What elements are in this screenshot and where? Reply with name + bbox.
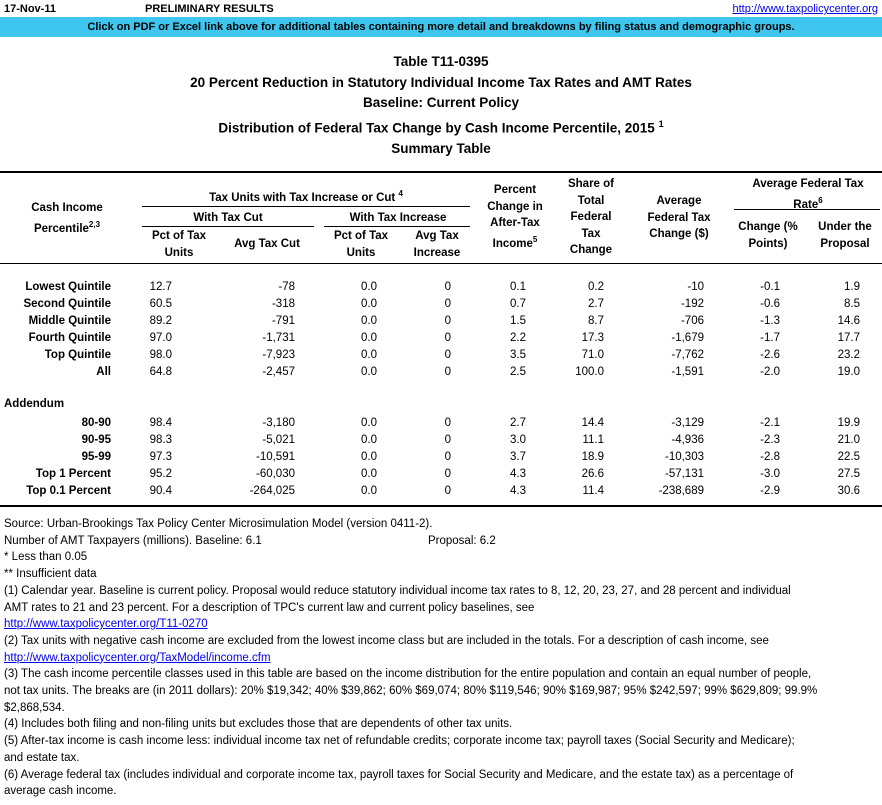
rate-change-points: -2.0: [760, 366, 780, 378]
avg-tax-cut: -264,025: [249, 485, 295, 497]
col-avg-tax-cut: Avg Tax Cut: [234, 238, 300, 250]
share-tax-change: 14.4: [581, 417, 604, 429]
table-row: [0, 432, 882, 449]
table-row: [0, 296, 882, 313]
avg-fed-tax-change: -706: [680, 315, 704, 327]
share-tax-change: 8.7: [588, 315, 604, 327]
note-3: (3) The cash income percentile classes used in this table are based on the income distribution for the entire population and contain an equal number of people,: [4, 668, 812, 681]
avg-tax-increase: 0: [444, 451, 451, 463]
row-label: Top 1 Percent: [35, 468, 111, 480]
report-date: 17-Nov-11: [4, 3, 56, 15]
baseline-link[interactable]: http://www.taxpolicycenter.org/T11-0270: [4, 618, 208, 631]
rate-change-points: -1.7: [760, 332, 780, 344]
pct-units-increase: 0.0: [361, 281, 377, 293]
pct-units-cut: 97.3: [149, 451, 172, 463]
col-pct-units-increase: Pct of Tax Units: [333, 230, 389, 259]
rate-under-proposal: 19.0: [837, 366, 860, 378]
pct-units-cut: 98.3: [149, 434, 172, 446]
note-3-end: $2,868,534.: [4, 701, 65, 714]
status-label: PRELIMINARY RESULTS: [145, 3, 274, 15]
pct-change-income: 4.3: [510, 468, 526, 480]
table-row: [0, 313, 882, 330]
row-label: 95-99: [81, 451, 111, 463]
table-row: [0, 347, 882, 364]
avg-fed-tax-change: -3,129: [671, 417, 704, 429]
pct-units-cut: 98.0: [149, 349, 172, 361]
avg-fed-tax-change: -192: [680, 298, 704, 310]
avg-tax-increase: 0: [444, 434, 451, 446]
avg-tax-cut: -78: [278, 281, 295, 293]
avg-fed-tax-change: -7,762: [671, 349, 704, 361]
rate-under-proposal: 23.2: [837, 349, 860, 361]
pct-change-income: 4.3: [510, 485, 526, 497]
note-4: (4) Includes both filing and non-filing units but excludes those that are dependents of other tax units.: [4, 718, 513, 731]
share-tax-change: 18.9: [581, 451, 604, 463]
col-with-tax-cut: With Tax Cut: [193, 212, 263, 224]
table-titles: [0, 52, 882, 159]
amt-proposal: Proposal: 6.2: [428, 534, 496, 547]
pct-units-cut: 95.2: [149, 468, 172, 480]
table-row: [0, 466, 882, 483]
rate-change-points: -2.3: [760, 434, 780, 446]
baseline-title: Baseline: Current Policy: [362, 95, 520, 110]
pct-units-increase: 0.0: [361, 298, 377, 310]
col-pct-change-income: Percent Change in After-Tax Income$^5$: [487, 184, 543, 250]
rate-change-points: -2.9: [760, 485, 780, 497]
share-tax-change: 26.6: [581, 468, 604, 480]
pct-change-income: 3.5: [510, 349, 526, 361]
pct-change-income: 1.5: [510, 315, 526, 327]
pct-units-cut: 12.7: [149, 281, 172, 293]
title-footnote: 1: [658, 118, 664, 129]
table-row: [0, 330, 882, 347]
col-avg-tax-increase: Avg Tax Increase: [413, 230, 461, 259]
amt-note: Number of AMT Taxpayers (millions). Baseline: 6.1 Proposal: 6.2: [4, 533, 878, 550]
rate-change-points: -2.1: [760, 417, 780, 429]
rate-under-proposal: 1.9: [844, 281, 860, 293]
less-note: * Less than 0.05: [4, 551, 88, 564]
share-tax-change: 2.7: [588, 298, 604, 310]
col-tax-units-group: Tax Units with Tax Increase or Cut $^4$: [209, 189, 403, 204]
avg-fed-tax-change: -238,689: [658, 485, 704, 497]
rate-under-proposal: 19.9: [837, 417, 860, 429]
rate-under-proposal: 17.7: [837, 332, 860, 344]
row-label: Top Quintile: [44, 349, 111, 361]
table-title: 20 Percent Reduction in Statutory Individual Income Tax Rates and AMT Rates: [190, 74, 692, 90]
footnotes: [4, 516, 878, 800]
pct-units-cut: 98.4: [149, 417, 172, 429]
cut-underline: [142, 226, 314, 227]
avg-tax-increase: 0: [444, 417, 451, 429]
summary-title: Summary Table: [391, 140, 491, 156]
pct-change-income: 2.2: [510, 332, 526, 344]
avg-tax-increase: 0: [444, 349, 451, 361]
rate-under-proposal: 30.6: [837, 485, 860, 497]
rate-under-proposal: 27.5: [837, 468, 860, 480]
avg-fed-tax-change: -10,303: [664, 451, 704, 463]
avg-fed-tax-change: -1,679: [671, 332, 704, 344]
row-label: Top 0.1 Percent: [26, 485, 111, 497]
share-tax-change: 11.4: [582, 485, 604, 497]
col-share-tax-change: Share of Total Federal Tax Change: [567, 178, 614, 256]
pct-units-increase: 0.0: [361, 366, 377, 378]
pct-units-increase: 0.0: [361, 332, 377, 344]
col-under-proposal: Under the Proposal: [818, 221, 872, 250]
addendum-label: Addendum: [4, 398, 65, 410]
pct-units-cut: 90.4: [149, 485, 172, 497]
avg-tax-cut: -318: [271, 298, 295, 310]
avg-tax-increase: 0: [444, 468, 451, 480]
pct-units-cut: 97.0: [149, 332, 172, 344]
avg-tax-cut: -5,021: [262, 434, 295, 446]
avg-tax-increase: 0: [444, 298, 451, 310]
note-6: (6) Average federal tax (includes individual and corporate income tax, payroll taxes for Social Security and Medicare, and the estate tax) as a percentage of: [4, 768, 794, 781]
pct-change-income: 2.7: [510, 417, 526, 429]
table-row: [0, 483, 882, 500]
pct-units-increase: 0.0: [361, 468, 377, 480]
pct-change-income: 0.1: [510, 281, 526, 293]
avg-tax-cut: -7,923: [262, 349, 295, 361]
distribution-title: Distribution of Federal Tax Change by Cash Income Percentile, 2015 $^1$: [218, 118, 664, 135]
rate-change-points: -0.6: [760, 298, 780, 310]
avg-tax-cut: -10,591: [255, 451, 295, 463]
row-label: Fourth Quintile: [28, 332, 111, 344]
cash-income-link[interactable]: http://www.taxpolicycenter.org/TaxModel/income.cfm: [4, 651, 271, 664]
row-label: 80-90: [81, 417, 111, 429]
row-label: Middle Quintile: [28, 315, 111, 327]
table-row: [0, 449, 882, 466]
avg-tax-cut: -60,030: [255, 468, 295, 480]
table-row: [0, 364, 882, 381]
col-cash-income: Cash Income Percentile$^{2,3}$: [31, 202, 103, 235]
insufficient-note: ** Insufficient data: [4, 568, 97, 581]
rate-change-points: -1.3: [760, 315, 780, 327]
website-link[interactable]: http://www.taxpolicycenter.org: [732, 3, 878, 15]
note-3-cont: not tax units. The breaks are (in 2011 dollars): 20% $19,342; 40% $39,862; 60% $69,074; 80% $119,546; 90% $169,987; 95% $242,597; 99% $629,809; 99.9%: [4, 685, 818, 698]
table-bottom-rule: [0, 505, 882, 507]
col-with-tax-increase: With Tax Increase: [349, 212, 447, 224]
rate-change-points: -2.6: [760, 349, 780, 361]
avg-tax-cut: -3,180: [262, 417, 295, 429]
rate-under-proposal: 8.5: [844, 298, 860, 310]
col-avg-fed-rate-group: Average Federal Tax Rate$^6$: [752, 178, 864, 211]
header-bottom-rule: [0, 263, 882, 264]
pct-units-increase: 0.0: [361, 417, 377, 429]
note-1-cont: AMT rates to 21 and 23 percent. For a description of TPC's current law and current policy baselines, see: [4, 601, 535, 614]
row-label: Lowest Quintile: [25, 281, 111, 293]
increase-underline: [324, 226, 470, 227]
note-5: (5) After-tax income is cash income less: individual income tax net of refundable credits; corporate income tax; payroll taxes (Social Security and Medicare);: [4, 735, 795, 748]
source-note: Source: Urban-Brookings Tax Policy Center Microsimulation Model (version 0411-2).: [4, 518, 433, 530]
col-pct-units-cut: Pct of Tax Units: [151, 230, 207, 259]
share-tax-change: 71.0: [581, 349, 604, 361]
header-top-rule: [0, 171, 882, 173]
note-1: (1) Calendar year. Baseline is current policy. Proposal would reduce statutory individual income tax rates to 8, 12, 20, 23, 27, and 28 percent and individual: [4, 584, 791, 597]
avg-tax-increase: 0: [444, 366, 451, 378]
note-5-cont: and estate tax.: [4, 751, 80, 764]
pct-change-income: 3.0: [510, 434, 526, 446]
rate-under-proposal: 21.0: [837, 434, 860, 446]
info-banner: Click on PDF or Excel link above for additional tables containing more detail and breakdowns by filing status and demographic groups.: [0, 17, 882, 37]
row-label: Second Quintile: [23, 298, 111, 310]
avg-tax-cut: -791: [271, 315, 295, 327]
table-number: Table T11-0395: [393, 54, 489, 69]
avg-fed-tax-change: -1,591: [671, 366, 704, 378]
pct-units-increase: 0.0: [361, 451, 377, 463]
rate-underline: [734, 209, 880, 210]
rate-change-points: -2.8: [760, 451, 780, 463]
pct-units-cut: 64.8: [149, 366, 172, 378]
pct-units-cut: 60.5: [149, 298, 172, 310]
group-underline: [142, 206, 470, 207]
avg-fed-tax-change: -4,936: [671, 434, 704, 446]
rate-change-points: -0.1: [760, 281, 780, 293]
avg-tax-cut: -1,731: [262, 332, 295, 344]
pct-change-income: 0.7: [510, 298, 526, 310]
row-label: All: [96, 366, 111, 378]
pct-units-increase: 0.0: [361, 434, 377, 446]
avg-fed-tax-change: -10: [687, 281, 704, 293]
avg-tax-increase: 0: [444, 485, 451, 497]
share-tax-change: 11.1: [582, 434, 604, 446]
pct-change-income: 2.5: [510, 366, 526, 378]
pct-change-income: 3.7: [510, 451, 526, 463]
pct-units-increase: 0.0: [361, 485, 377, 497]
table-row: [0, 415, 882, 432]
avg-tax-increase: 0: [444, 315, 451, 327]
avg-tax-increase: 0: [444, 332, 451, 344]
pct-units-increase: 0.0: [361, 349, 377, 361]
note-2: (2) Tax units with negative cash income are excluded from the lowest income class but are included in the totals. For a description of cash income, see: [4, 634, 769, 647]
rate-under-proposal: 22.5: [837, 451, 860, 463]
pct-units-increase: 0.0: [361, 315, 377, 327]
pct-units-cut: 89.2: [149, 315, 172, 327]
rate-under-proposal: 14.6: [837, 315, 860, 327]
share-tax-change: 0.2: [588, 281, 604, 293]
top-line: [0, 0, 882, 18]
avg-tax-cut: -2,457: [262, 366, 295, 378]
rate-change-points: -3.0: [760, 468, 780, 480]
note-6-cont: average cash income.: [4, 785, 117, 798]
share-tax-change: 100.0: [575, 366, 604, 378]
table-row: [0, 279, 882, 296]
avg-tax-increase: 0: [444, 281, 451, 293]
avg-fed-tax-change: -57,131: [664, 468, 704, 480]
share-tax-change: 17.3: [581, 332, 604, 344]
row-label: 90-95: [81, 434, 111, 446]
col-avg-fed-tax-change: Average Federal Tax Change ($): [647, 195, 711, 240]
col-change-points: Change (% Points): [738, 221, 798, 250]
